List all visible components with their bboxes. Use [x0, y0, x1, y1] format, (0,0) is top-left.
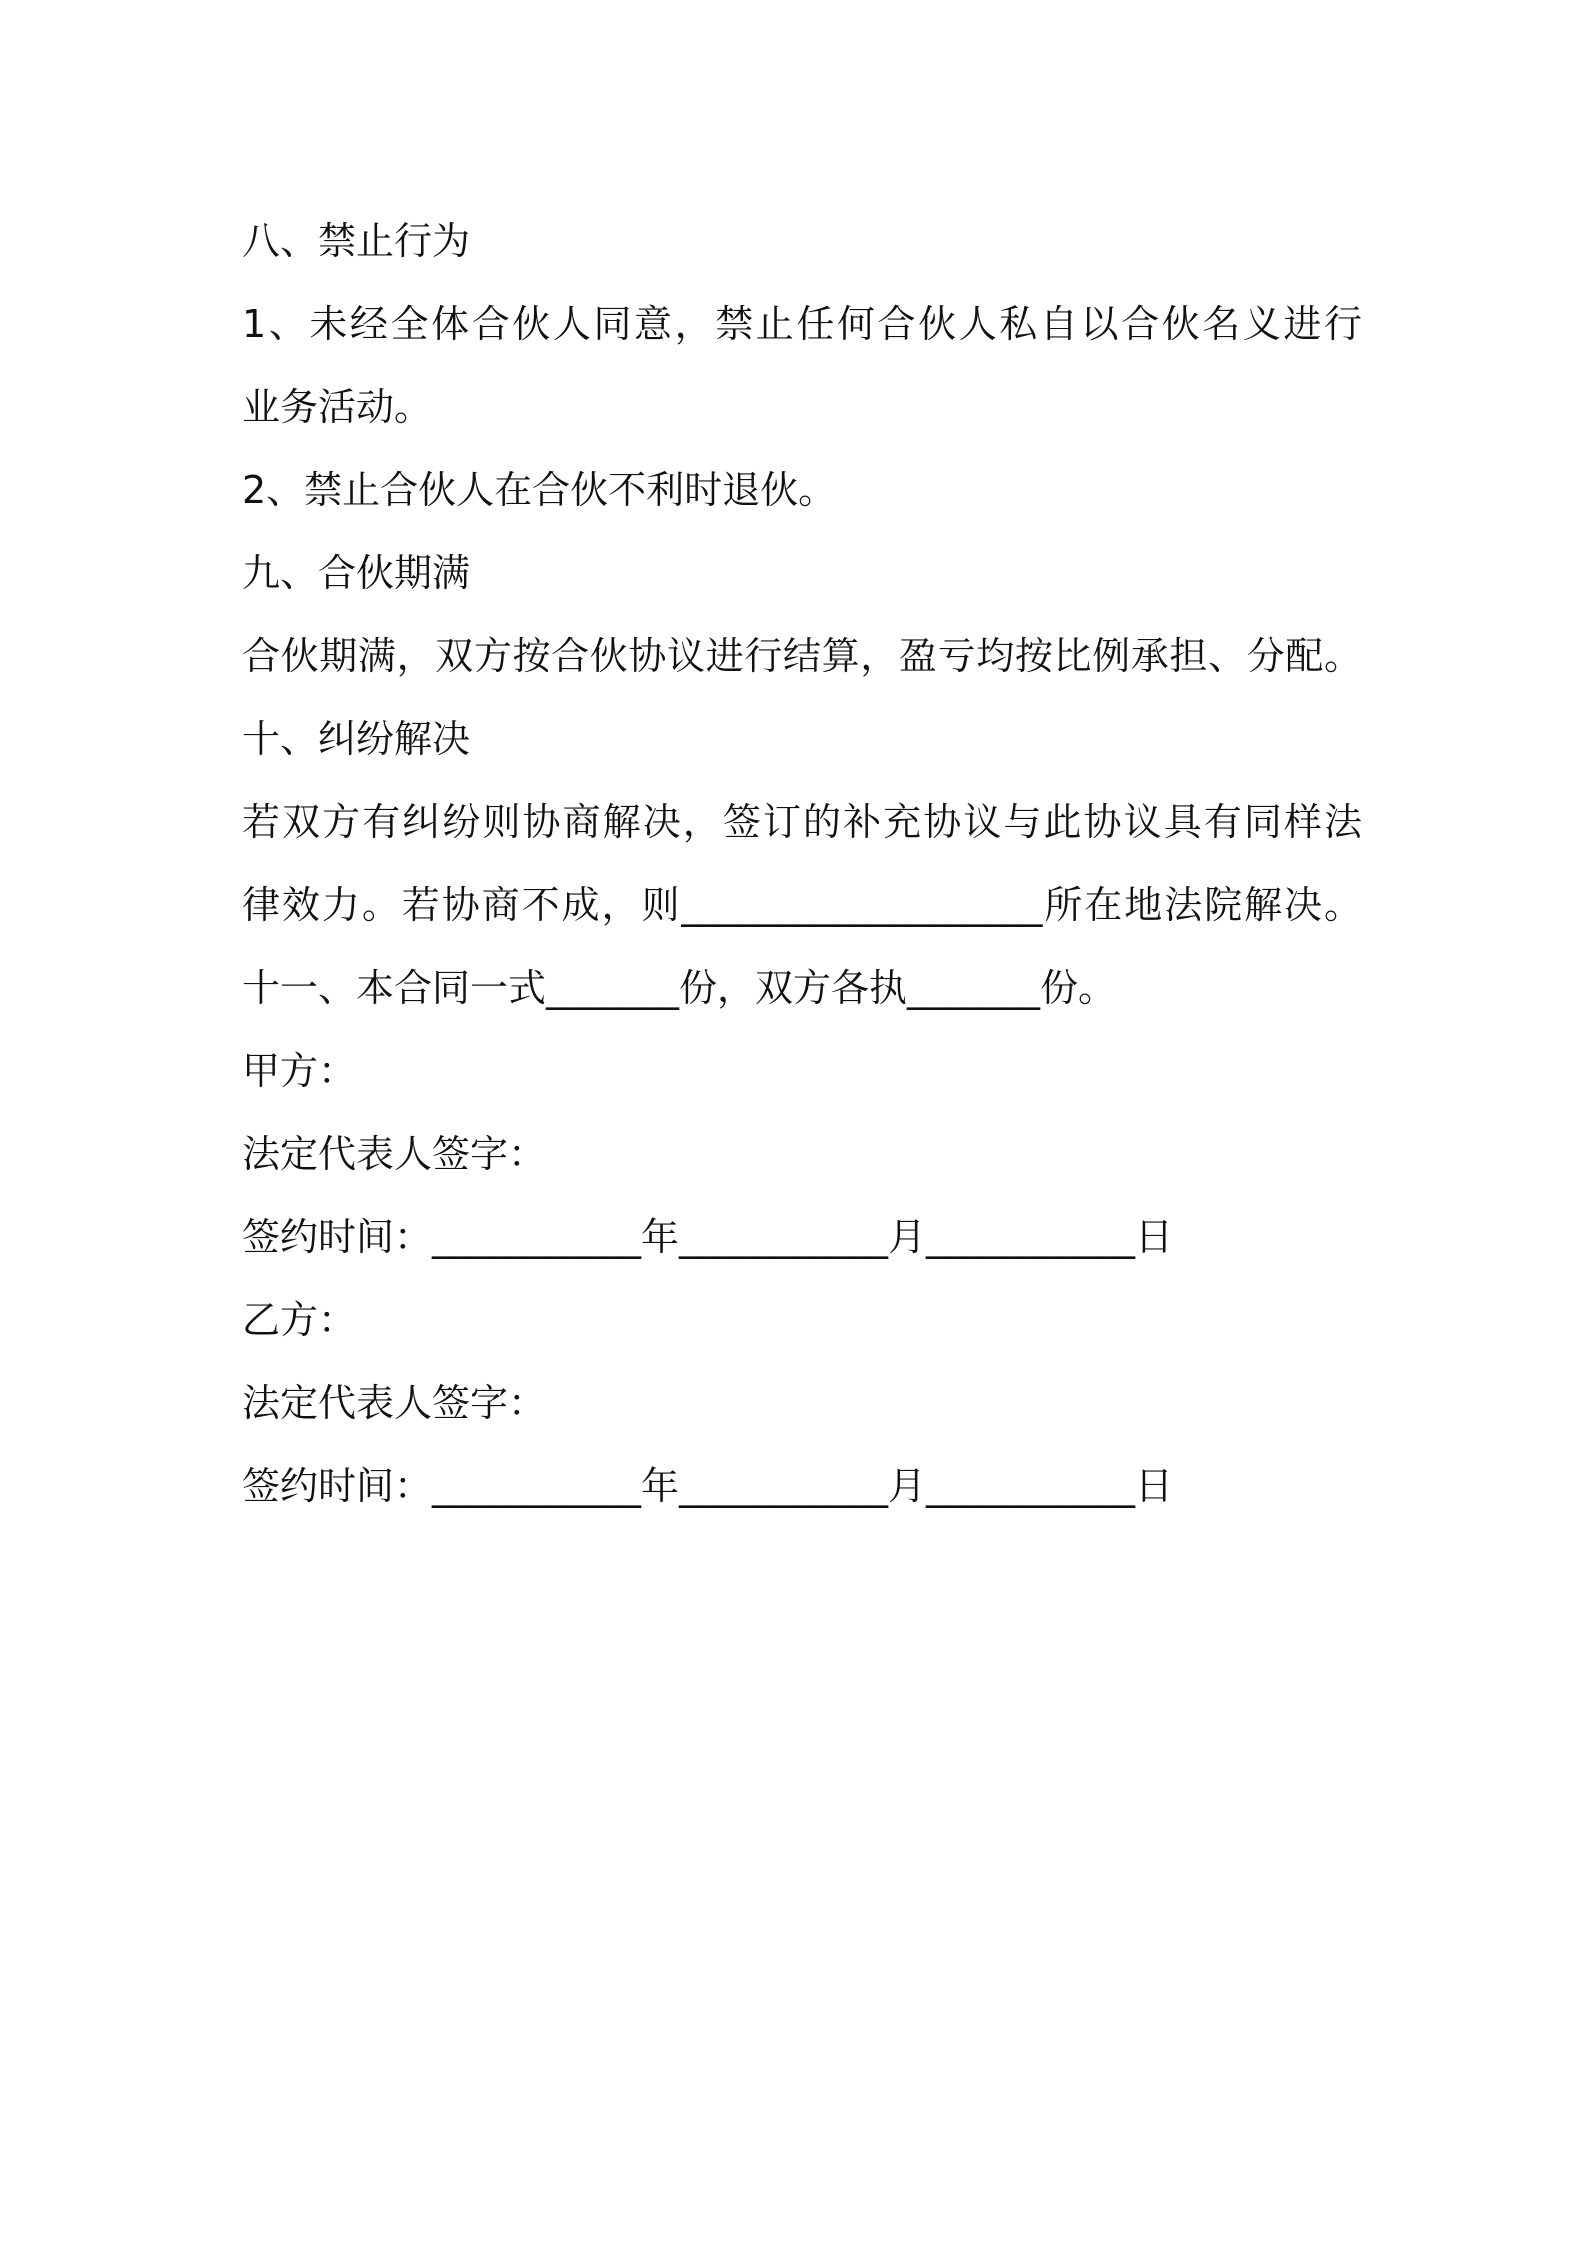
clause-8-1-line-2: 业务活动。 [242, 385, 433, 429]
party-b-label: 乙方： [242, 1298, 357, 1342]
clause-8-2: 2、禁止合伙人在合伙不利时退伙。 [242, 468, 837, 512]
party-a-label: 甲方： [242, 1049, 357, 1093]
party-b-signing-date: 签约时间：___________年___________月___________日 [242, 1464, 1174, 1508]
section-heading-dispute-resolution: 十、纠纷解决 [242, 717, 471, 761]
clause-11-copies: 十一、本合同一式_______份，双方各执_______份。 [242, 966, 1117, 1010]
document-body [242, 200, 1362, 1528]
clause-10-line-1: 若双方有纠纷则协商解决，签订的补充协议与此协议具有同样法 [242, 800, 1362, 844]
section-heading-prohibited-acts: 八、禁止行为 [242, 219, 471, 263]
clause-10-line-2: 律效力。若协商不成，则___________________所在地法院解决。 [242, 883, 1362, 927]
clause-8-1-line-1: 1、未经全体合伙人同意，禁止任何合伙人私自以合伙名义进行 [242, 302, 1362, 346]
party-a-representative-signature: 法定代表人签字： [242, 1132, 547, 1176]
clause-9-text: 合伙期满，双方按合伙协议进行结算，盈亏均按比例承担、分配。 [242, 634, 1362, 678]
party-a-signing-date: 签约时间：___________年___________月___________日 [242, 1215, 1174, 1259]
party-b-representative-signature: 法定代表人签字： [242, 1381, 547, 1425]
section-heading-term-expiry: 九、合伙期满 [242, 551, 471, 595]
